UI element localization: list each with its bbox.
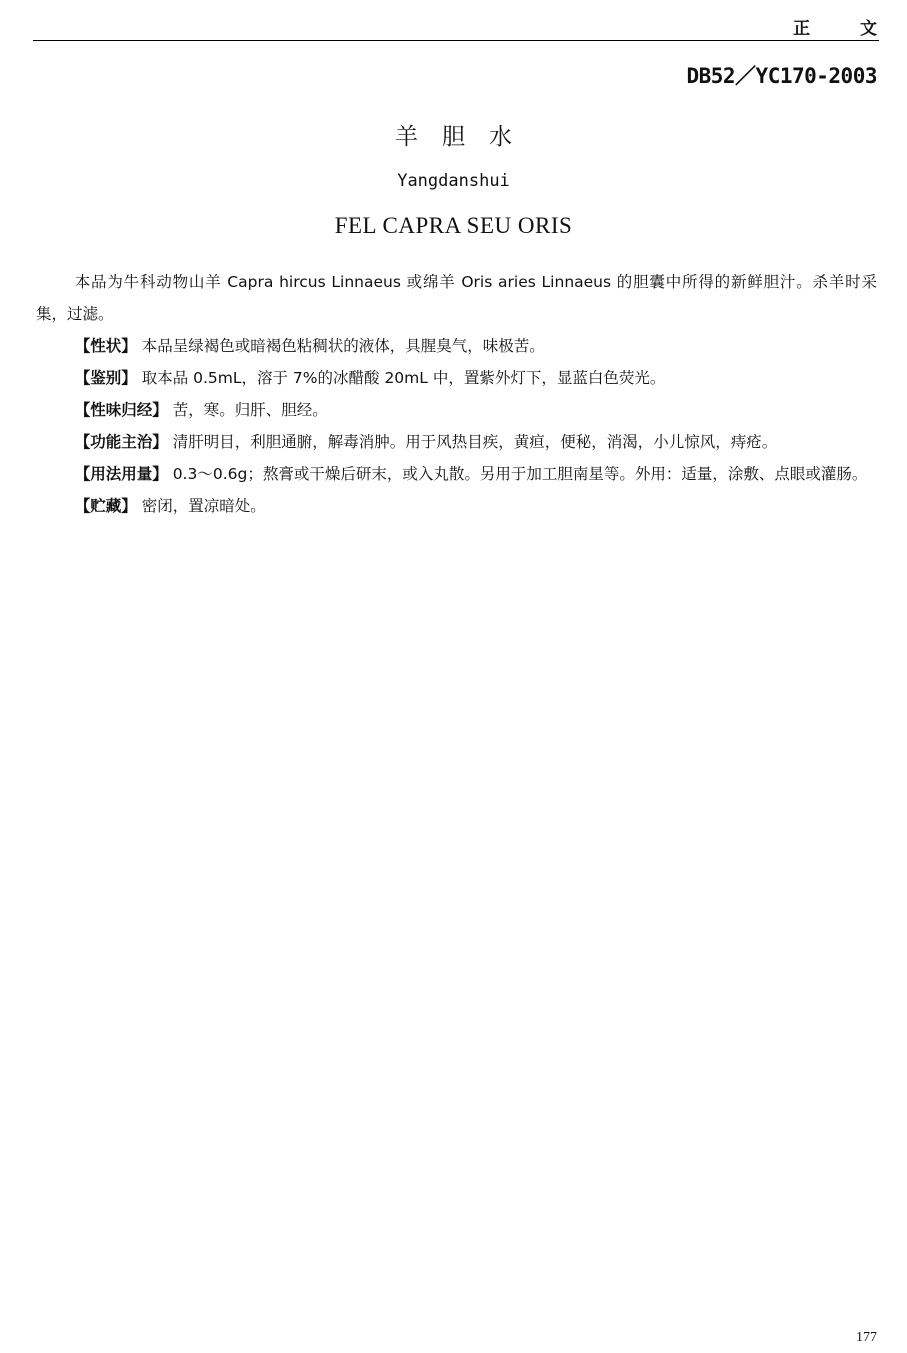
section-text: 0.3～0.6g；熬膏或干燥后研末，或入丸散。另用于加工胆南星等。外用：适量，涂敷、点眼或灌肠。 [167,465,868,483]
header-rule [33,40,879,41]
section-heading: 【用法用量】 [74,465,168,483]
section-description [36,330,877,362]
section-heading: 【功能主治】 [74,433,168,451]
standard-number: DB52／YC170-2003 [686,64,877,88]
section-identification [36,362,877,394]
section-storage [36,490,877,522]
title-chinese: 羊胆水 [395,124,536,150]
section-nature-meridian [36,394,877,426]
section-functions-indications [36,426,877,458]
section-heading: 【性味归经】 [74,401,168,419]
running-head: 正 文 [793,19,899,39]
section-heading: 【鉴别】 [74,369,137,387]
section-text: 密闭，置凉暗处。 [136,497,266,515]
section-text: 苦，寒。归肝、胆经。 [167,401,328,419]
page-number: 177 [856,1330,877,1345]
title-latin: FEL CAPRA SEU ORIS [334,213,573,238]
section-heading: 【性状】 [74,337,137,355]
intro-paragraph: 本品为牛科动物山羊 Capra hircus Linnaeus 或绵羊 Oris aries Linnaeus 的胆囊中所得的新鲜胆汁。杀羊时采集，过滤。 [36,273,877,323]
section-text: 本品呈绿褐色或暗褐色粘稠状的液体，具腥臭气，味极苦。 [136,337,545,355]
monograph-body [36,266,877,522]
section-heading: 【贮藏】 [74,497,137,515]
section-text: 清肝明目，利胆通腑，解毒消肿。用于风热目疾，黄疸，便秘，消渴，小儿惊风，痔疮。 [167,433,778,451]
section-text: 取本品 0.5mL，溶于 7%的冰醋酸 20mL 中，置紫外灯下，显蓝白色荧光。 [136,369,666,387]
section-usage-dosage [36,458,877,490]
title-pinyin: Yangdanshui [397,171,510,191]
